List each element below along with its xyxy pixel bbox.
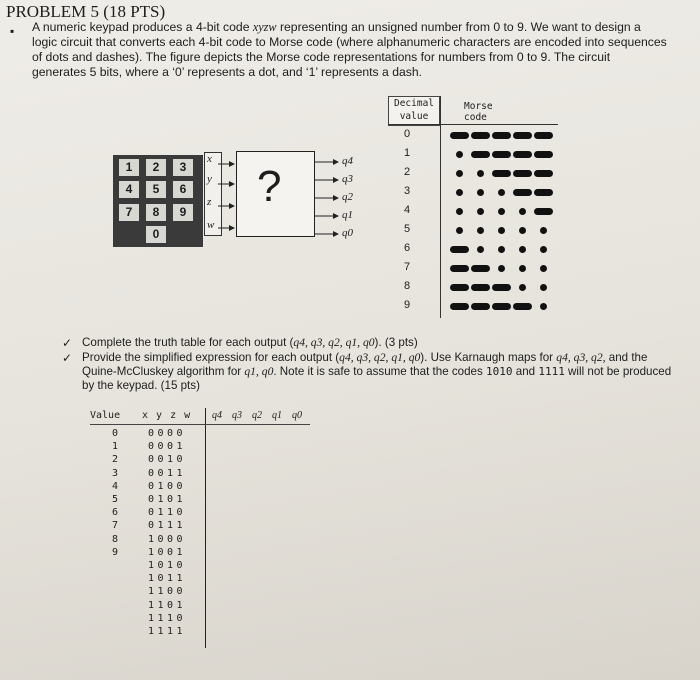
inputs-column-header: x y z w	[142, 410, 192, 421]
morse-dash	[534, 132, 553, 139]
truth-table-value: 8	[112, 533, 119, 545]
truth-table-code: 0011	[148, 467, 187, 479]
truth-table-code: 1010	[148, 560, 187, 571]
morse-row	[388, 164, 558, 183]
text-fragment: 1010	[486, 365, 513, 378]
text-fragment: will not be produced by the keypad. (15 pts)	[82, 365, 672, 392]
text-fragment: ). Use Karnaugh maps for	[420, 351, 557, 364]
morse-dot	[477, 170, 484, 177]
q4-header: q4	[212, 410, 222, 421]
truth-table-code: 0110	[148, 507, 187, 519]
key-8: 8	[146, 204, 166, 221]
key-3: 3	[173, 159, 193, 176]
truth-table-code: 0100	[148, 480, 187, 492]
morse-dot	[519, 227, 526, 234]
morse-dash	[471, 284, 490, 291]
morse-dash	[450, 132, 469, 139]
morse-dash	[471, 303, 490, 310]
morse-dash	[492, 132, 511, 139]
morse-row	[388, 145, 558, 164]
morse-dot	[456, 170, 463, 177]
morse-row-value: 4	[404, 204, 411, 216]
morse-dash	[492, 284, 511, 291]
morse-dash	[513, 132, 532, 139]
morse-dash	[534, 170, 553, 177]
key-2: 2	[146, 159, 166, 176]
morse-dash	[471, 132, 490, 139]
truth-table-value: 9	[112, 546, 119, 558]
text-fragment: q4, q3, q2,	[556, 351, 606, 364]
bullet-icon: ▪	[10, 24, 15, 38]
text-fragment: Complete the truth table for each output (	[82, 336, 294, 349]
morse-dash	[534, 208, 553, 215]
truth-table-value: 7	[112, 520, 119, 532]
morse-dash	[471, 265, 490, 272]
morse-dot	[540, 284, 547, 291]
morse-dash	[492, 170, 511, 177]
decimal-value-header	[388, 96, 440, 126]
input-x-label: x	[207, 153, 212, 165]
truth-table-code: 1110	[148, 612, 187, 624]
morse-dot	[519, 265, 526, 272]
text-fragment: representing an unsigned number from 0 to 9. We want to design a logic circuit that converts each 4-bit code to Morse code (where alphanumeric characters are encoded into sequences of dots and dashes). The figure depicts the Morse code representations for numbers from 0 to 9. The circuit generates 5 bits, where a ‘0’ represents a dot, and ‘1’ represents a dash.	[32, 20, 667, 79]
key-1: 1	[119, 159, 139, 176]
truth-table-header-line	[90, 424, 310, 425]
text-fragment: 1111	[538, 365, 565, 378]
text-fragment: q4, q3, q2, q1, q0	[339, 351, 421, 364]
text-fragment: q1, q0	[244, 365, 274, 378]
morse-dash	[450, 303, 469, 310]
truth-table-code: 1111	[148, 626, 187, 637]
q0-header: q0	[292, 410, 302, 421]
morse-dash	[450, 246, 469, 253]
morse-dot	[456, 151, 463, 158]
morse-dash	[492, 151, 511, 158]
key-5: 5	[146, 181, 166, 198]
text-fragment: ). (3 pts)	[374, 336, 418, 349]
morse-row-value: 8	[404, 280, 411, 292]
q3-header: q3	[232, 410, 242, 421]
text-fragment: and	[512, 365, 539, 378]
morse-dot	[477, 246, 484, 253]
morse-dot	[456, 189, 463, 196]
check-icon: ✓	[62, 336, 73, 350]
morse-dot	[540, 246, 547, 253]
morse-dash	[513, 189, 532, 196]
decimal-header-line2: value	[399, 111, 429, 122]
truth-table-value: 0	[112, 428, 119, 439]
output-q3-label: q3	[342, 173, 353, 185]
morse-dot	[498, 227, 505, 234]
morse-row-value: 2	[404, 166, 411, 178]
morse-dot	[456, 208, 463, 215]
task-simplified-expressions	[82, 351, 672, 393]
truth-table-code: 0010	[148, 454, 187, 466]
morse-dot	[540, 227, 547, 234]
morse-dot	[498, 208, 505, 215]
morse-row-value: 3	[404, 185, 411, 197]
value-column-header: Value	[90, 410, 121, 421]
question-mark: ?	[257, 162, 282, 211]
output-q4-label: q4	[342, 155, 353, 167]
morse-dot	[519, 208, 526, 215]
truth-table-value: 3	[112, 467, 119, 479]
morse-row-value: 9	[404, 299, 411, 311]
truth-table-code: 1100	[148, 586, 187, 598]
morse-row	[388, 202, 558, 221]
problem-title: PROBLEM 5 (18 PTS)	[6, 2, 166, 21]
morse-row	[388, 183, 558, 202]
text-fragment: A numeric keypad produces a 4-bit code	[32, 20, 253, 34]
morse-dash	[513, 303, 532, 310]
morse-row	[388, 221, 558, 240]
task-truth-table	[82, 336, 642, 350]
key-6: 6	[173, 181, 193, 198]
morse-dash	[450, 265, 469, 272]
truth-table-code: 1001	[148, 546, 187, 558]
text-fragment: . Note it is safe to assume that the codes	[273, 365, 487, 378]
output-q2-label: q2	[342, 191, 353, 203]
q2-header: q2	[252, 410, 262, 421]
key-7: 7	[119, 204, 139, 221]
morse-dot	[519, 284, 526, 291]
truth-table-code: 0000	[148, 428, 187, 439]
key-9: 9	[173, 204, 193, 221]
morse-row	[388, 259, 558, 278]
morse-dot	[477, 227, 484, 234]
truth-table-value: 4	[112, 480, 119, 492]
truth-table-separator	[205, 408, 206, 648]
morse-dash	[471, 151, 490, 158]
morse-row-value: 5	[404, 223, 411, 235]
morse-dot	[498, 265, 505, 272]
morse-dot	[540, 303, 547, 310]
decimal-header-line1: Decimal	[393, 98, 435, 109]
output-q1-label: q1	[342, 209, 353, 221]
truth-table-value: 2	[112, 454, 119, 466]
q1-header: q1	[272, 410, 282, 421]
truth-table-code: 0111	[148, 520, 187, 532]
keypad	[113, 155, 203, 247]
morse-dot	[519, 246, 526, 253]
truth-table-code: 0101	[148, 494, 187, 505]
morse-dot	[477, 189, 484, 196]
text-fragment: Provide the simplified expression for each output (	[82, 351, 340, 364]
problem-intro	[32, 20, 667, 80]
truth-table-code: 1000	[148, 533, 187, 545]
converter-box	[236, 151, 315, 237]
truth-table-code: 1101	[148, 599, 187, 611]
morse-dash	[534, 151, 553, 158]
morse-dash	[492, 303, 511, 310]
morse-row	[388, 240, 558, 259]
morse-dash	[513, 151, 532, 158]
morse-row-value: 6	[404, 242, 411, 254]
morse-dot	[477, 208, 484, 215]
morse-dot	[456, 227, 463, 234]
output-q0-label: q0	[342, 227, 353, 239]
morse-row	[388, 297, 558, 316]
morse-row-value: 0	[404, 128, 411, 140]
truth-table-value: 5	[112, 494, 119, 505]
input-y-label: y	[207, 173, 212, 185]
morse-row	[388, 126, 558, 145]
key-0: 0	[146, 226, 166, 243]
check-icon: ✓	[62, 351, 73, 365]
text-fragment: q4, q3, q2, q1, q0	[293, 336, 375, 349]
morse-row-value: 1	[404, 147, 411, 159]
input-z-label: z	[207, 196, 212, 208]
morse-table-divider	[388, 124, 558, 125]
morse-dot	[498, 246, 505, 253]
morse-code-header: Morse code	[464, 101, 493, 123]
text-fragment: and the Quine-McCluskey algorithm for	[82, 351, 648, 378]
morse-dot	[498, 189, 505, 196]
truth-table-code: 0001	[148, 441, 187, 453]
morse-dash	[450, 284, 469, 291]
morse-row-value: 7	[404, 261, 411, 273]
input-w-label: w	[207, 219, 215, 231]
truth-table-value: 6	[112, 507, 119, 519]
morse-dot	[540, 265, 547, 272]
key-4: 4	[119, 181, 139, 198]
text-fragment: xyzw	[252, 20, 277, 34]
morse-row	[388, 278, 558, 297]
morse-dash	[534, 189, 553, 196]
morse-dash	[513, 170, 532, 177]
truth-table-value: 1	[112, 441, 119, 453]
truth-table-code: 1011	[148, 573, 187, 585]
